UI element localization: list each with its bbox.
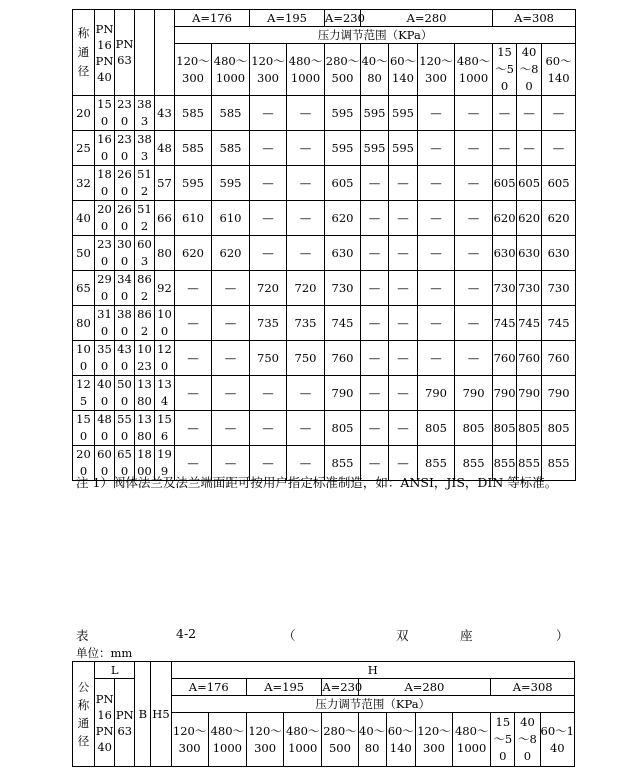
pn63-length-cell: 230 bbox=[115, 96, 135, 131]
height-value-cell: — bbox=[389, 376, 418, 411]
height-value-cell: — bbox=[287, 411, 325, 446]
height-value-cell: — bbox=[542, 131, 576, 166]
height-value-cell: 595 bbox=[389, 96, 418, 131]
header-b: B bbox=[135, 662, 151, 767]
height-value-cell: — bbox=[418, 131, 455, 166]
table-row bbox=[73, 131, 576, 166]
height-value-cell: — bbox=[287, 236, 325, 271]
dn-cell: 25 bbox=[73, 131, 95, 166]
pn63-length-cell: 230 bbox=[115, 131, 135, 166]
table-row bbox=[73, 236, 576, 271]
height-value-cell: 720 bbox=[287, 271, 325, 306]
height-value-cell: 855 bbox=[418, 446, 455, 481]
height-value-cell: — bbox=[389, 271, 418, 306]
pn16-length-cell: 480 bbox=[95, 411, 115, 446]
pressure-range-header: 40～80 bbox=[361, 44, 389, 96]
pressure-range-header: 120～300 bbox=[246, 713, 283, 767]
height-value-cell: 790 bbox=[325, 376, 361, 411]
h5-cell: 66 bbox=[155, 201, 175, 236]
b-cell: 862 bbox=[135, 306, 155, 341]
height-value-cell: 595 bbox=[175, 166, 212, 201]
height-value-cell: — bbox=[212, 411, 250, 446]
pressure-range-header: 40～80 bbox=[515, 713, 540, 767]
height-value-cell: 620 bbox=[175, 236, 212, 271]
header-pressure-range: 压力调节范围（KPa） bbox=[175, 27, 576, 44]
height-value-cell: — bbox=[361, 376, 389, 411]
header-pn16-pn40: PN16PN40 bbox=[95, 679, 115, 767]
pn63-length-cell: 430 bbox=[115, 341, 135, 376]
height-value-cell: 790 bbox=[493, 376, 517, 411]
pressure-range-header: 120～300 bbox=[415, 713, 452, 767]
h5-cell: 48 bbox=[155, 131, 175, 166]
table-row bbox=[73, 306, 576, 341]
height-value-cell: — bbox=[455, 306, 493, 341]
height-value-cell: — bbox=[212, 341, 250, 376]
pn63-length-cell: 300 bbox=[115, 236, 135, 271]
height-value-cell: — bbox=[455, 271, 493, 306]
header-a308: A=308 bbox=[493, 10, 576, 27]
header-h5: H5 bbox=[151, 662, 171, 767]
height-value-cell: 620 bbox=[517, 201, 542, 236]
height-value-cell: — bbox=[287, 201, 325, 236]
header-a176: A=176 bbox=[175, 10, 250, 27]
height-value-cell: — bbox=[175, 376, 212, 411]
height-value-cell: — bbox=[361, 271, 389, 306]
pressure-range-header: 40～80 bbox=[358, 713, 386, 767]
height-value-cell: — bbox=[455, 341, 493, 376]
pn16-length-cell: 160 bbox=[95, 131, 115, 166]
pn16-length-cell: 350 bbox=[95, 341, 115, 376]
pn63-length-cell: 260 bbox=[115, 201, 135, 236]
pn63-length-cell: 260 bbox=[115, 166, 135, 201]
height-value-cell: 790 bbox=[542, 376, 576, 411]
pressure-range-header: 60～140 bbox=[389, 44, 418, 96]
h5-cell: 57 bbox=[155, 166, 175, 201]
height-value-cell: — bbox=[212, 446, 250, 481]
height-value-cell: 745 bbox=[517, 306, 542, 341]
pressure-range-header: 280～500 bbox=[325, 44, 361, 96]
height-value-cell: 805 bbox=[455, 411, 493, 446]
height-value-cell: 855 bbox=[542, 446, 576, 481]
height-value-cell: — bbox=[175, 411, 212, 446]
pressure-range-header: 15～50 bbox=[493, 44, 517, 96]
header-nominal-diameter: 公称通径 bbox=[73, 662, 95, 767]
height-value-cell: — bbox=[361, 166, 389, 201]
height-value-cell: — bbox=[455, 236, 493, 271]
height-value-cell: — bbox=[250, 201, 287, 236]
height-value-cell: — bbox=[361, 306, 389, 341]
height-value-cell: — bbox=[250, 131, 287, 166]
header-a176: A=176 bbox=[171, 679, 246, 696]
pressure-range-header: 280～500 bbox=[322, 713, 358, 767]
height-value-cell: — bbox=[389, 236, 418, 271]
pressure-range-header: 480～1000 bbox=[284, 713, 322, 767]
height-value-cell: — bbox=[287, 446, 325, 481]
height-value-cell: 735 bbox=[287, 306, 325, 341]
b-cell: 383 bbox=[135, 96, 155, 131]
dn-cell: 40 bbox=[73, 201, 95, 236]
header-h: H bbox=[171, 662, 574, 679]
height-value-cell: 805 bbox=[493, 411, 517, 446]
pn16-length-cell: 180 bbox=[95, 166, 115, 201]
height-value-cell: — bbox=[212, 306, 250, 341]
header-a230: A=230 bbox=[325, 11, 365, 25]
dn-cell: 100 bbox=[73, 341, 95, 376]
height-value-cell: 730 bbox=[325, 271, 361, 306]
table-row bbox=[73, 166, 576, 201]
height-value-cell: 720 bbox=[250, 271, 287, 306]
header-b bbox=[135, 10, 155, 96]
table-footnote: 注 1）阀体法兰及法兰端面距可按用户指定标准制造，如：ANSI，JIS，DIN 等标准。 bbox=[76, 475, 558, 490]
pressure-range-header: 120～300 bbox=[171, 713, 208, 767]
height-value-cell: — bbox=[212, 376, 250, 411]
height-value-cell: — bbox=[361, 341, 389, 376]
height-value-cell: — bbox=[212, 271, 250, 306]
height-value-cell: 760 bbox=[493, 341, 517, 376]
header-l: L bbox=[95, 662, 135, 679]
height-value-cell: 585 bbox=[212, 131, 250, 166]
height-value-cell: 805 bbox=[542, 411, 576, 446]
height-value-cell: — bbox=[250, 376, 287, 411]
pressure-range-header: 480～1000 bbox=[455, 44, 493, 96]
height-value-cell: — bbox=[517, 96, 542, 131]
height-value-cell: — bbox=[542, 96, 576, 131]
table-row bbox=[73, 376, 576, 411]
height-value-cell: — bbox=[287, 96, 325, 131]
pn63-length-cell: 550 bbox=[115, 411, 135, 446]
pn16-length-cell: 290 bbox=[95, 271, 115, 306]
height-value-cell: — bbox=[455, 131, 493, 166]
height-value-cell: 855 bbox=[493, 446, 517, 481]
b-cell: 862 bbox=[135, 271, 155, 306]
pressure-range-header: 480～1000 bbox=[212, 44, 250, 96]
h5-cell: 92 bbox=[155, 271, 175, 306]
height-value-cell: 760 bbox=[325, 341, 361, 376]
header-pressure-range: 压力调节范围（KPa） bbox=[171, 696, 574, 713]
height-value-cell: — bbox=[287, 376, 325, 411]
height-value-cell: 805 bbox=[325, 411, 361, 446]
h5-cell: 199 bbox=[155, 446, 175, 481]
dn-cell: 200 bbox=[73, 446, 95, 481]
table-row bbox=[73, 341, 576, 376]
table-row bbox=[73, 201, 576, 236]
b-cell: 512 bbox=[135, 201, 155, 236]
table-row bbox=[73, 271, 576, 306]
pn16-length-cell: 400 bbox=[95, 376, 115, 411]
h5-cell: 156 bbox=[155, 411, 175, 446]
height-value-cell: 620 bbox=[493, 201, 517, 236]
pressure-range-header: 40～80 bbox=[517, 44, 542, 96]
height-value-cell: 585 bbox=[175, 131, 212, 166]
height-value-cell: 610 bbox=[175, 201, 212, 236]
pressure-range-header: 60～140 bbox=[542, 44, 576, 96]
height-value-cell: 760 bbox=[517, 341, 542, 376]
height-value-cell: 630 bbox=[325, 236, 361, 271]
double-seat-table bbox=[72, 661, 575, 767]
pn63-length-cell: 500 bbox=[115, 376, 135, 411]
b-cell: 1380 bbox=[135, 376, 155, 411]
pressure-range-header: 480～1000 bbox=[287, 44, 325, 96]
height-value-cell: — bbox=[250, 166, 287, 201]
height-value-cell: 605 bbox=[517, 166, 542, 201]
height-value-cell: — bbox=[361, 411, 389, 446]
height-value-cell: — bbox=[175, 446, 212, 481]
height-value-cell: — bbox=[455, 166, 493, 201]
height-value-cell: 745 bbox=[493, 306, 517, 341]
height-value-cell: 790 bbox=[517, 376, 542, 411]
header-a280: A=280 bbox=[361, 10, 493, 27]
height-value-cell: 595 bbox=[361, 96, 389, 131]
height-value-cell: — bbox=[389, 166, 418, 201]
height-value-cell: 760 bbox=[542, 341, 576, 376]
header-pn63: PN63 bbox=[115, 10, 135, 96]
dn-cell: 20 bbox=[73, 96, 95, 131]
height-value-cell: 855 bbox=[517, 446, 542, 481]
pressure-range-header: 60～140 bbox=[386, 713, 415, 767]
b-cell: 1800 bbox=[135, 446, 155, 481]
height-value-cell: 630 bbox=[517, 236, 542, 271]
height-value-cell: 620 bbox=[212, 236, 250, 271]
height-value-cell: 745 bbox=[325, 306, 361, 341]
height-value-cell: — bbox=[250, 446, 287, 481]
height-value-cell: — bbox=[389, 411, 418, 446]
height-value-cell: — bbox=[361, 201, 389, 236]
header-pn16-pn40: PN16PN40 bbox=[95, 10, 115, 96]
height-value-cell: — bbox=[455, 201, 493, 236]
header-a280: A=280 bbox=[358, 679, 491, 696]
height-value-cell: 595 bbox=[325, 96, 361, 131]
height-value-cell: 790 bbox=[455, 376, 493, 411]
height-value-cell: — bbox=[175, 306, 212, 341]
b-cell: 512 bbox=[135, 166, 155, 201]
pressure-range-header: 60～140 bbox=[540, 713, 574, 767]
caption-part: 4-2 bbox=[176, 626, 197, 641]
height-value-cell: 595 bbox=[389, 131, 418, 166]
dn-cell: 50 bbox=[73, 236, 95, 271]
height-value-cell: — bbox=[418, 96, 455, 131]
height-value-cell: — bbox=[287, 166, 325, 201]
height-value-cell: 745 bbox=[542, 306, 576, 341]
pn16-length-cell: 150 bbox=[95, 96, 115, 131]
pn16-length-cell: 200 bbox=[95, 201, 115, 236]
height-value-cell: — bbox=[493, 131, 517, 166]
height-value-cell: — bbox=[389, 341, 418, 376]
height-value-cell: — bbox=[418, 271, 455, 306]
height-value-cell: — bbox=[418, 201, 455, 236]
height-value-cell: 605 bbox=[493, 166, 517, 201]
dn-cell: 80 bbox=[73, 306, 95, 341]
pressure-range-header: 120～300 bbox=[250, 44, 287, 96]
height-value-cell: — bbox=[389, 306, 418, 341]
h5-cell: 120 bbox=[155, 341, 175, 376]
header-a195: A=195 bbox=[250, 10, 325, 27]
height-value-cell: 620 bbox=[542, 201, 576, 236]
height-value-cell: 595 bbox=[325, 131, 361, 166]
height-value-cell: — bbox=[455, 96, 493, 131]
height-value-cell: 730 bbox=[517, 271, 542, 306]
dn-cell: 65 bbox=[73, 271, 95, 306]
height-value-cell: 605 bbox=[542, 166, 576, 201]
height-value-cell: — bbox=[250, 236, 287, 271]
caption-part: 双 bbox=[396, 628, 409, 643]
height-value-cell: 730 bbox=[542, 271, 576, 306]
pn63-length-cell: 380 bbox=[115, 306, 135, 341]
b-cell: 1380 bbox=[135, 411, 155, 446]
height-value-cell: 630 bbox=[542, 236, 576, 271]
caption-part: （ bbox=[283, 628, 296, 643]
table-row bbox=[73, 411, 576, 446]
header-pn63: PN63 bbox=[115, 679, 135, 767]
pressure-range-header: 120～300 bbox=[175, 44, 212, 96]
height-value-cell: — bbox=[250, 96, 287, 131]
height-value-cell: 855 bbox=[325, 446, 361, 481]
pn63-length-cell: 340 bbox=[115, 271, 135, 306]
header-a195: A=195 bbox=[246, 679, 321, 696]
height-value-cell: 735 bbox=[250, 306, 287, 341]
pn16-length-cell: 600 bbox=[95, 446, 115, 481]
height-value-cell: 805 bbox=[418, 411, 455, 446]
b-cell: 603 bbox=[135, 236, 155, 271]
dn-cell: 125 bbox=[73, 376, 95, 411]
height-value-cell: 750 bbox=[287, 341, 325, 376]
dn-cell: 150 bbox=[73, 411, 95, 446]
height-value-cell: 630 bbox=[493, 236, 517, 271]
height-value-cell: — bbox=[418, 341, 455, 376]
pn16-length-cell: 310 bbox=[95, 306, 115, 341]
height-value-cell: — bbox=[517, 131, 542, 166]
height-value-cell: 595 bbox=[361, 131, 389, 166]
caption-part: 表 bbox=[76, 628, 89, 643]
header-h5 bbox=[155, 10, 175, 96]
header-a230: A=230 bbox=[322, 680, 363, 694]
table-row bbox=[73, 96, 576, 131]
height-value-cell: — bbox=[389, 201, 418, 236]
height-value-cell: 595 bbox=[212, 166, 250, 201]
pressure-range-header: 120～300 bbox=[418, 44, 455, 96]
h5-cell: 80 bbox=[155, 236, 175, 271]
b-cell: 383 bbox=[135, 131, 155, 166]
pn16-length-cell: 230 bbox=[95, 236, 115, 271]
caption-part: 座 bbox=[460, 628, 473, 643]
unit-label: 单位：mm bbox=[76, 646, 133, 660]
height-value-cell: — bbox=[175, 341, 212, 376]
height-value-cell: 605 bbox=[325, 166, 361, 201]
height-value-cell: — bbox=[418, 236, 455, 271]
height-value-cell: 585 bbox=[212, 96, 250, 131]
pressure-range-header: 480～1000 bbox=[208, 713, 246, 767]
b-cell: 1023 bbox=[135, 341, 155, 376]
height-value-cell: 805 bbox=[517, 411, 542, 446]
h5-cell: 43 bbox=[155, 96, 175, 131]
height-value-cell: 585 bbox=[175, 96, 212, 131]
height-value-cell: 790 bbox=[418, 376, 455, 411]
height-value-cell: 610 bbox=[212, 201, 250, 236]
height-value-cell: — bbox=[361, 236, 389, 271]
height-value-cell: — bbox=[175, 271, 212, 306]
height-value-cell: — bbox=[418, 306, 455, 341]
caption-part: ） bbox=[556, 628, 569, 643]
header-nominal-diameter: 称通径 bbox=[73, 10, 95, 96]
pressure-range-header: 480～1000 bbox=[453, 713, 491, 767]
height-value-cell: 730 bbox=[493, 271, 517, 306]
height-value-cell: — bbox=[361, 446, 389, 481]
pn63-length-cell: 650 bbox=[115, 446, 135, 481]
height-value-cell: 750 bbox=[250, 341, 287, 376]
height-value-cell: — bbox=[389, 446, 418, 481]
pressure-range-header: 15～50 bbox=[491, 713, 515, 767]
h5-cell: 134 bbox=[155, 376, 175, 411]
height-value-cell: — bbox=[493, 96, 517, 131]
height-value-cell: — bbox=[250, 411, 287, 446]
height-value-cell: — bbox=[418, 166, 455, 201]
height-value-cell: 620 bbox=[325, 201, 361, 236]
height-value-cell: — bbox=[287, 131, 325, 166]
height-value-cell: 855 bbox=[455, 446, 493, 481]
h5-cell: 100 bbox=[155, 306, 175, 341]
header-a308: A=308 bbox=[491, 679, 575, 696]
valve-dimension-table bbox=[72, 9, 576, 481]
dn-cell: 32 bbox=[73, 166, 95, 201]
